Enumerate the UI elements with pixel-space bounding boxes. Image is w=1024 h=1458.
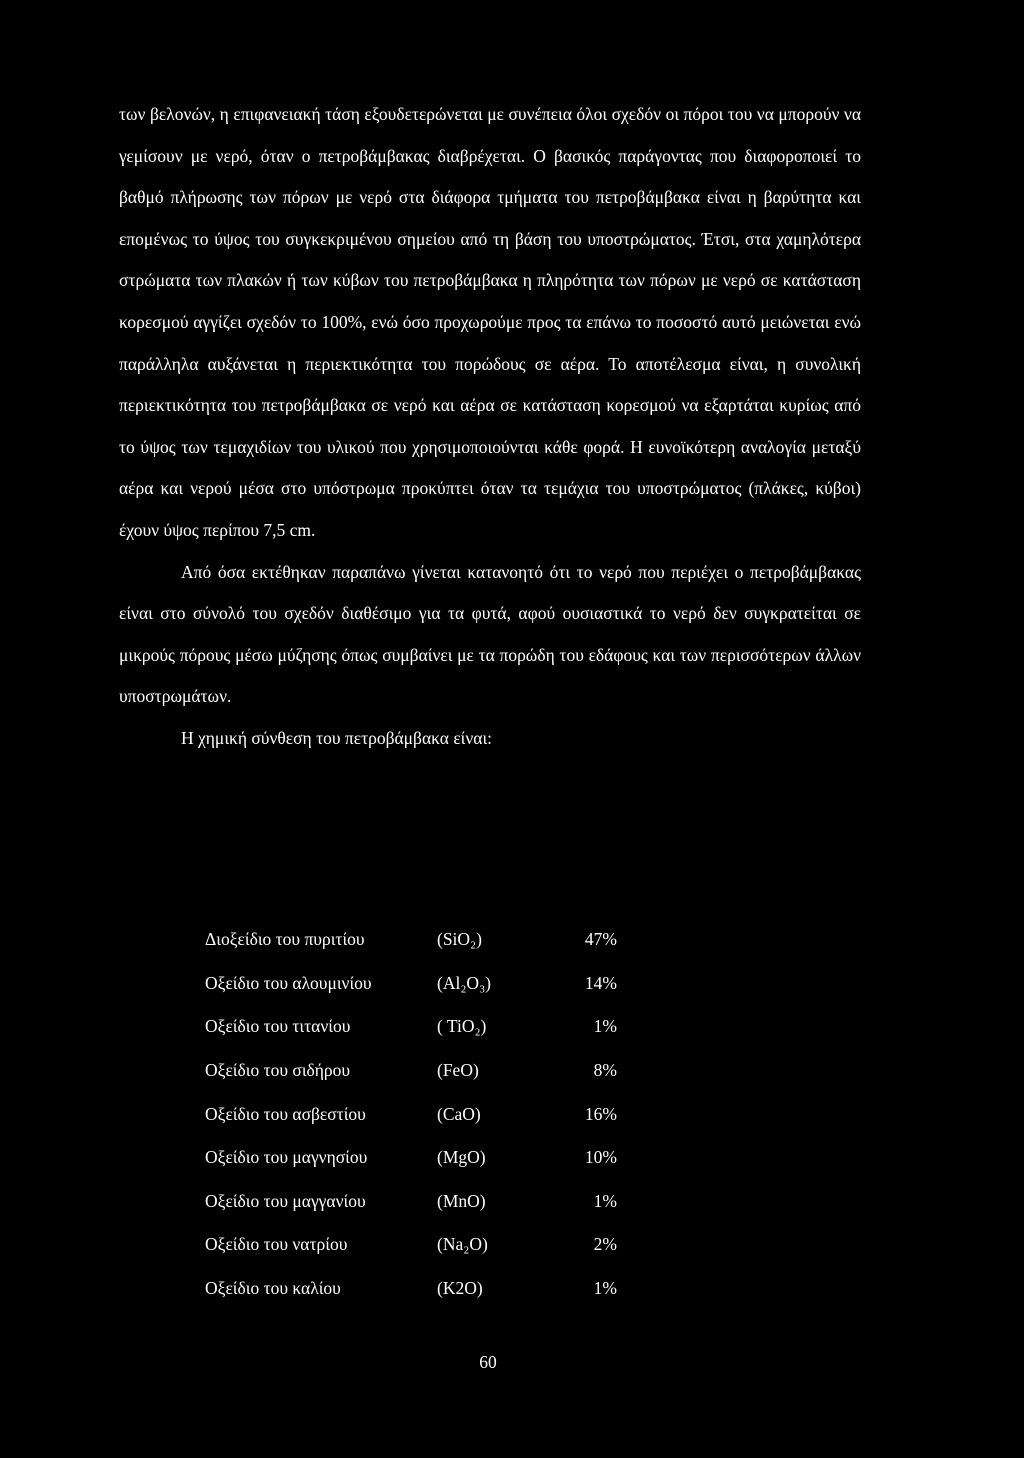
compound-formula: (Al₂O₃) — [437, 972, 491, 993]
table-row — [205, 1005, 617, 1049]
table-row — [205, 962, 617, 1006]
compound-name: Οξείδιο του μαγγανίου — [205, 1190, 366, 1211]
compound-percent: 1% — [593, 1278, 617, 1299]
chemical-composition-table — [205, 918, 617, 1310]
compound-name: Οξείδιο του τιτανίου — [205, 1016, 351, 1037]
compound-name: Οξείδιο του νατρίου — [205, 1234, 348, 1255]
table-row — [205, 1049, 617, 1093]
compound-percent: 2% — [593, 1234, 617, 1255]
compound-formula: (FeO) — [437, 1060, 479, 1081]
compound-percent: 14% — [584, 972, 617, 993]
page-number: 60 — [479, 1352, 497, 1372]
compound-name: Διοξείδιο του πυριτίου — [205, 929, 365, 950]
compound-percent: 10% — [584, 1147, 617, 1168]
compound-percent: 47% — [584, 929, 617, 950]
compound-name: Οξείδιο του μαγνησίου — [205, 1147, 368, 1168]
table-row — [205, 1180, 617, 1224]
compound-percent: 1% — [593, 1016, 617, 1037]
table-row — [205, 918, 617, 962]
compound-name: Οξείδιο του αλουμινίου — [205, 972, 372, 993]
paragraph-1: των βελονών, η επιφανειακή τάση εξουδετερώνεται με συνέπεια όλοι σχεδόν οι πόροι του να μπορούν να γεμίσουν με νερό, όταν ο πετροβάμβακας διαβρέχεται. Ο βασικός παράγοντας που διαφοροποιεί το βαθμό πλήρωσης των πόρων με νερό στα διάφορα τμήματα του πετροβάμβακα είναι η βαρύτητα και επομένως το ύψος του συγκεκριμένου σημείου από τη βάση του υποστρώματος. Έτσι, στα χαμηλότερα στρώματα των πλακών ή των κύβων του πετροβάμβακα η πληρότητα των πόρων με νερό σε κατάσταση κορεσμού αγγίζει σχεδόν το 100%, ενώ όσο προχωρούμε προς τα επάνω το ποσοστό αυτό μειώνεται ενώ παράλληλα αυξάνεται η περιεκτικότητα του πορώδους σε αέρα. Το αποτέλεσμα είναι, η συνολική περιεκτικότητα του πετροβάμβακα σε νερό και αέρα σε κατάσταση κορεσμού να εξαρτάται κυρίως από το ύψος των τεμαχιδίων του υλικού που χρησιμοποιούνται κάθε φορά. Η ευνοϊκότερη αναλογία μεταξύ αέρα και νερού μέσα στο υπόστρωμα προκύπτει όταν τα τεμάχια του υποστρώματος (πλάκες, κύβοι) έχουν ύψος περίπου 7,5 cm. — [119, 104, 861, 540]
table-row — [205, 1092, 617, 1136]
table-row — [205, 1223, 617, 1267]
body-text — [119, 94, 861, 760]
compound-formula: (SiO₂) — [437, 929, 482, 950]
compound-formula: (CaO) — [437, 1103, 481, 1124]
compound-percent: 1% — [593, 1190, 617, 1211]
paragraph-2: Από όσα εκτέθηκαν παραπάνω γίνεται κατανοητό ότι το νερό που περιέχει ο πετροβάμβακας είναι στο σύνολό του σχεδόν διαθέσιμο για τα φυτά, αφού ουσιαστικά το νερό δεν συγκρατείται σε μικρούς πόρους μέσω μύζησης όπως συμβαίνει με τα πορώδη του εδάφους και των περισσότερων άλλων υποστρωμάτων. — [119, 561, 861, 707]
compound-name: Οξείδιο του καλίου — [205, 1278, 341, 1299]
table-row — [205, 1136, 617, 1180]
compound-formula: (MgO) — [437, 1147, 486, 1168]
compound-name: Οξείδιο του σιδήρου — [205, 1060, 351, 1081]
table-row — [205, 1267, 617, 1311]
compound-name: Οξείδιο του ασβεστίου — [205, 1103, 366, 1124]
compound-formula: (K2O) — [437, 1278, 483, 1299]
compound-formula: (MnO) — [437, 1190, 486, 1211]
compound-formula: (Na₂O) — [437, 1234, 488, 1255]
compound-formula: ( TiO₂) — [437, 1016, 487, 1037]
compound-percent: 16% — [584, 1103, 617, 1124]
composition-intro: Η χημική σύνθεση του πετροβάμβακα είναι: — [181, 727, 493, 748]
compound-percent: 8% — [593, 1060, 617, 1081]
